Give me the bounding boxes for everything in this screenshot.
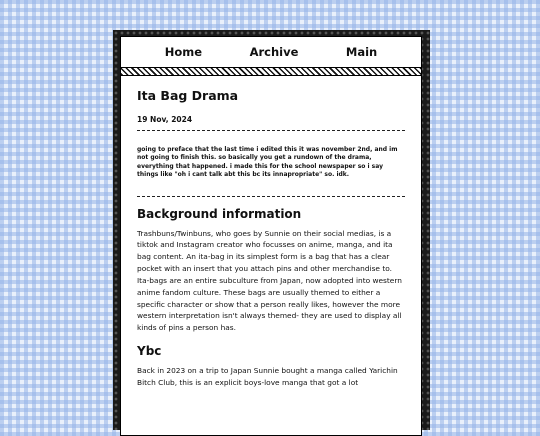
section-heading-background: Background information [137,206,302,221]
post-preface: going to preface that the last time i edited this it was november 2nd, and im not going to finish this. so basically you get a rundown of the drama, everything that happened. i made this for the school newspaper so i say things like "oh i cant talk abt this bc its innapropriate" so. idk. [137,146,398,179]
nav-main-link[interactable]: Main [345,45,378,59]
striped-divider [121,68,421,76]
dashed-divider [137,196,405,197]
post-title: Ita Bag Drama [137,88,239,103]
section-body-ybc: Back in 2023 on a trip to Japan Sunnie bought a manga called Yarichin Bitch Club, this is an explicit boys-love manga that got a lot [137,366,398,387]
nav-archive-link[interactable]: Archive [249,45,299,59]
dashed-divider [137,130,405,131]
post-date: 19 Nov, 2024 [137,115,193,124]
post-content [121,88,421,389]
top-navigation [121,37,421,68]
nav-home-link[interactable]: Home [164,45,203,59]
section-body-background: Trashbuns/Twinbuns, who goes by Sunnie on their social medias, is a tiktok and Instagram creator who focusses on anime, manga, and ita bag content. An ita-bag in its simplest form is a bag that has a clear pocket with an insert that you attach pins and other merchandise to. Ita-bags are an entire subculture from Japan, now adopted into western anime fandom culture. These bags are usually themed to either a specific character or show that a person really likes, however the more western interpretation isn't always themed- they are used to display all kinds of pins a person has. [137,228,402,333]
section-heading-ybc: Ybc [137,344,162,359]
blog-page [120,36,422,436]
